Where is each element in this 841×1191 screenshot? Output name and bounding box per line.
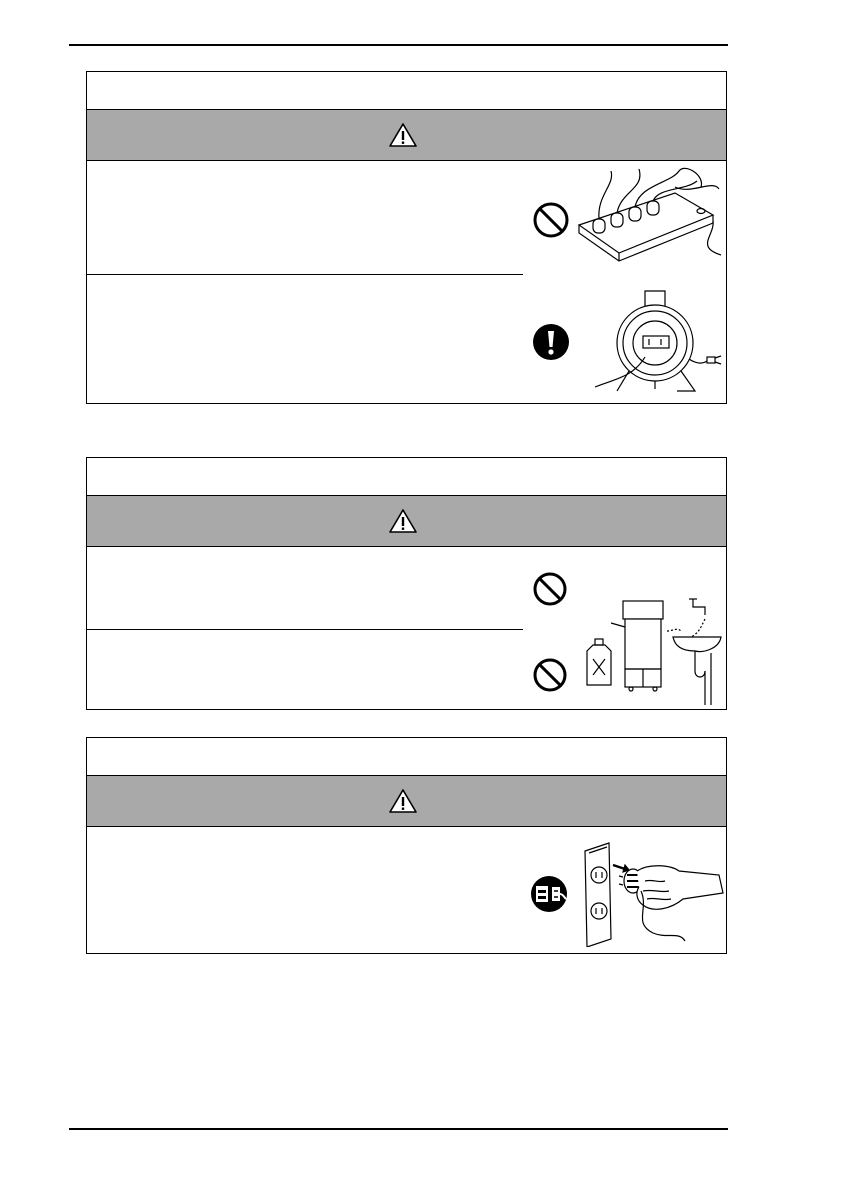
- prohibited-icon: [532, 657, 568, 693]
- section-body: [87, 827, 726, 952]
- safety-box-3: [86, 737, 727, 954]
- safety-box-1: [86, 71, 727, 404]
- instruction-text: [87, 275, 523, 402]
- section-body: [87, 161, 726, 402]
- cable-reel-illustration: [585, 287, 725, 399]
- warning-triangle-icon: [388, 508, 418, 534]
- section-body: [87, 547, 726, 708]
- section-title: [87, 72, 726, 110]
- instruction-text: [87, 827, 523, 952]
- warning-bar: [87, 776, 726, 827]
- header-rule: [69, 44, 728, 46]
- warning-triangle-icon: [388, 122, 418, 148]
- section-title: [87, 738, 726, 776]
- warning-triangle-icon: [388, 788, 418, 814]
- instruction-text: [87, 547, 523, 629]
- copier-water-fuel-illustration: [581, 587, 725, 705]
- mandatory-action-icon: [532, 323, 570, 361]
- instruction-text: [87, 630, 523, 708]
- unplugging-cord-illustration: [579, 835, 725, 947]
- prohibited-icon: [532, 201, 570, 239]
- power-strip-illustration: [575, 165, 723, 275]
- prohibited-icon: [532, 571, 568, 607]
- unplug-icon: [530, 875, 568, 913]
- safety-box-2: [86, 457, 727, 710]
- warning-bar: [87, 110, 726, 161]
- footer-rule: [69, 1128, 728, 1130]
- warning-bar: [87, 496, 726, 547]
- section-title: [87, 458, 726, 496]
- instruction-text: [87, 161, 523, 274]
